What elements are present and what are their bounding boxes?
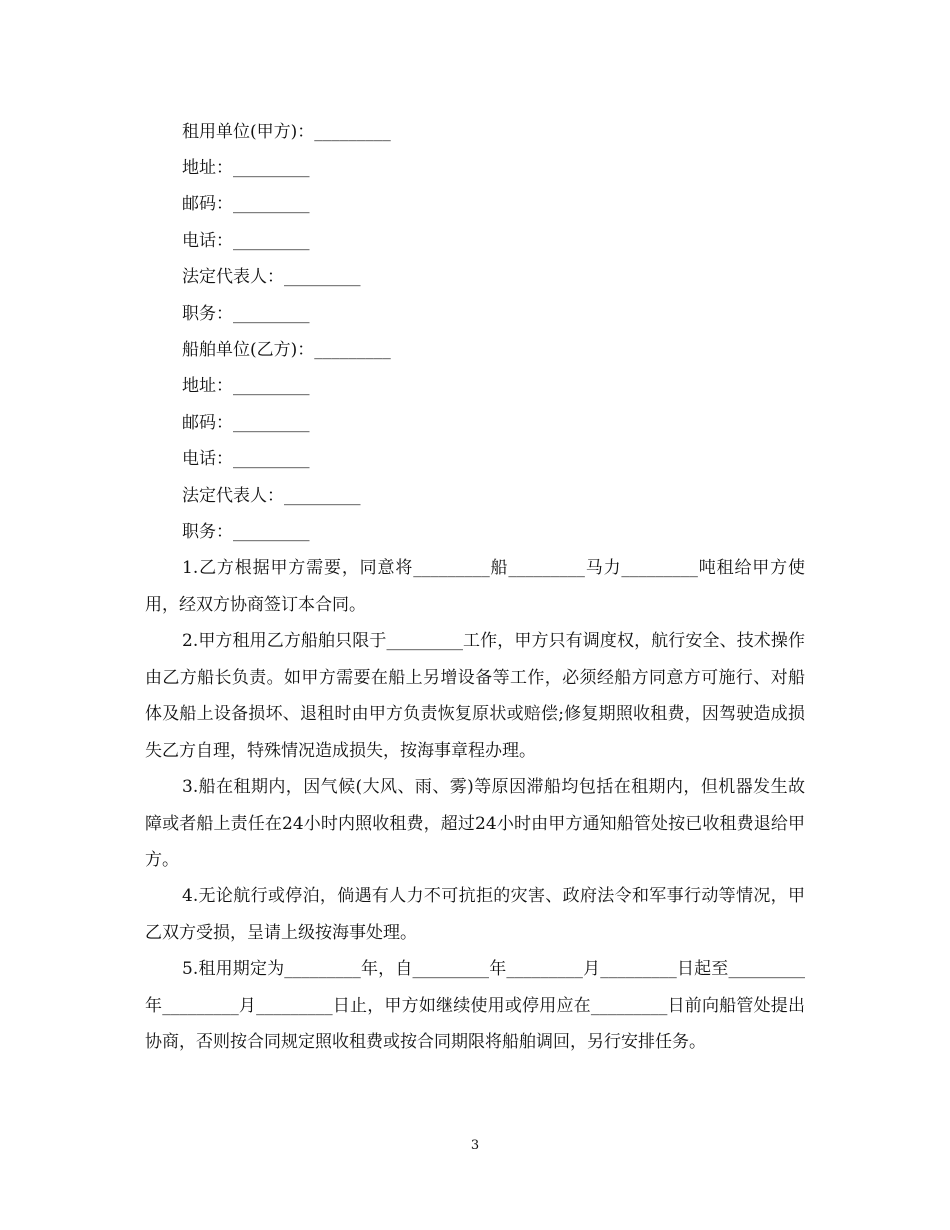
- clause-1: 1.乙方根据甲方需要，同意将_________船_________马力_________吨租给甲方使用，经双方协商签订本合同。: [145, 558, 805, 615]
- party-b-legal-rep-line: 法定代表人：_________: [182, 486, 361, 506]
- clause-3: 3.船在租期内，因气候(大风、雨、雾)等原因滞船均包括在租期内，但机器发生故障或者船上责任在24小时内照收租费，超过24小时由甲方通知船管处按已收租费退给甲方。: [145, 777, 805, 870]
- party-a-address-line: 地址：_________: [182, 158, 310, 178]
- party-b-phone-line: 电话：_________: [182, 449, 310, 469]
- clause-4: 4.无论航行或停泊，倘遇有人力不可抗拒的灾害、政府法令和军事行动等情况，甲乙双方受损，呈请上级按海事处理。: [145, 886, 805, 943]
- party-a-legal-rep-line: 法定代表人：_________: [182, 267, 361, 287]
- party-b-address-line: 地址：_________: [182, 376, 310, 396]
- page-number: 3: [470, 1138, 480, 1153]
- clause-5: 5.租用期定为_________年，自_________年_________月_________日起至_________年_________月_________日止，甲方如继续使用或停用应在_________日前向船管处提出协商，否则按合同规定照收租费或按合同期限将船舶调回，另行安排任务。: [145, 959, 805, 1052]
- party-a-postcode-line: 邮码：_________: [182, 194, 310, 214]
- party-b-postcode-line: 邮码：_________: [182, 413, 310, 433]
- party-b-company-line: 船舶单位(乙方)：_________: [182, 340, 391, 360]
- party-a-position-line: 职务：_________: [182, 304, 310, 324]
- clause-2: 2.甲方租用乙方船舶只限于_________工作，甲方只有调度权，航行安全、技术操作由乙方船长负责。如甲方需要在船上另增设备等工作，必须经船方同意方可施行、对船体及船上设备损坏、退租时由甲方负责恢复原状或赔偿;修复期照收租费，因驾驶造成损失乙方自理，特殊情况造成损失，按海事章程办理。: [145, 631, 805, 761]
- party-b-position-line: 职务：_________: [182, 522, 310, 542]
- party-a-company-line: 租用单位(甲方)：_________: [182, 122, 391, 142]
- party-a-phone-line: 电话：_________: [182, 231, 310, 251]
